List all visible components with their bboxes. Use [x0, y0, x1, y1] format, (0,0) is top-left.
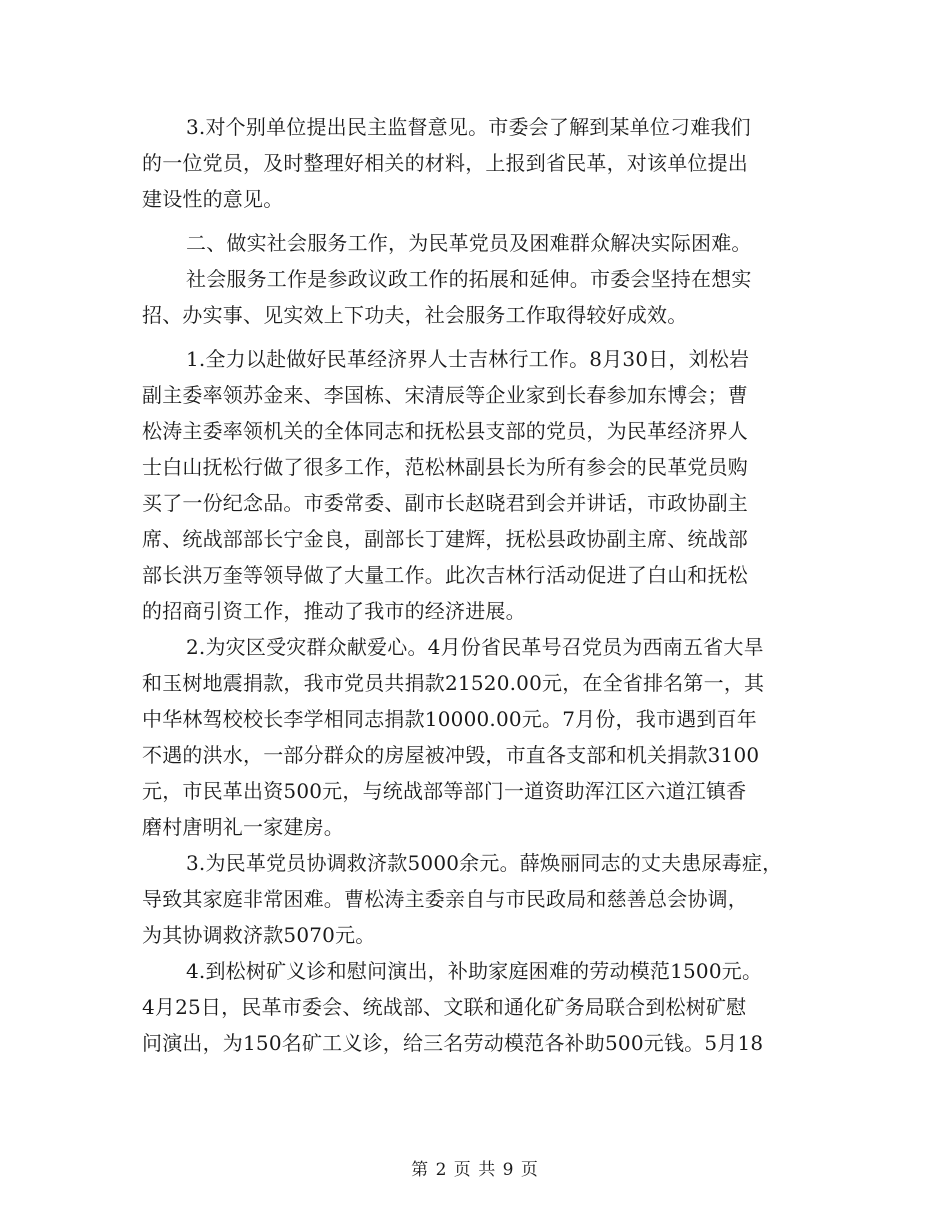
document-body: [142, 109, 817, 1061]
text-line: 1.全力以赴做好民革经济界人士吉林行工作。8月30日，刘松岩: [186, 347, 750, 371]
text-line: 4月25日，民革市委会、统战部、文联和通化矿务局联合到松树矿慰: [142, 995, 747, 1019]
text-line: 和玉树地震捐款，我市党员共捐款21520.00元，在全省排名第一，其: [142, 671, 765, 695]
text-line: 中华林驾校校长李学相同志捐款10000.00元。7月份，我市遇到百年: [142, 707, 757, 731]
text-line: 导致其家庭非常困难。曹松涛主委亲自与市民政局和慈善总会协调，: [142, 887, 748, 911]
text-line: 问演出，为150名矿工义诊，给三名劳动模范各补助500元钱。5月18: [142, 1031, 764, 1055]
text-line: 部长洪万奎等领导做了大量工作。此次吉林行活动促进了白山和抚松: [142, 563, 748, 587]
text-line: 的一位党员，及时整理好相关的材料，上报到省民革，对该单位提出: [142, 151, 748, 175]
text-line: 松涛主委率领机关的全体同志和抚松县支部的党员，为民革经济界人: [142, 419, 748, 443]
text-line: 不遇的洪水，一部分群众的房屋被冲毁，市直各支部和机关捐款3100: [142, 743, 760, 767]
text-line: 的招商引资工作，推动了我市的经济进展。: [142, 599, 526, 623]
section-heading: 二、做实社会服务工作，为民革党员及困难群众解决实际困难。: [186, 231, 752, 255]
text-line: 磨村唐明礼一家建房。: [142, 815, 344, 839]
text-line: 副主委率领苏金来、李国栋、宋清辰等企业家到长春参加东博会；曹: [142, 383, 748, 407]
text-line: 建设性的意见。: [142, 187, 284, 211]
page-number-footer: 第 2 页 共 9 页: [411, 1160, 539, 1180]
text-line: 买了一份纪念品。市委常委、副市长赵晓君到会并讲话，市政协副主: [142, 491, 748, 515]
text-line: 2.为灾区受灾群众献爱心。4月份省民革号召党员为西南五省大旱: [186, 635, 764, 659]
text-line: 元，市民革出资500元，与统战部等部门一道资助浑江区六道江镇香: [142, 779, 747, 803]
text-line: 社会服务工作是参政议政工作的拓展和延伸。市委会坚持在想实: [186, 267, 752, 291]
text-line: 3.为民革党员协调救济款5000余元。薛焕丽同志的丈夫患尿毒症，: [186, 851, 783, 875]
text-line: 4.到松树矿义诊和慰问演出，补助家庭困难的劳动模范1500元。: [186, 959, 763, 983]
text-line: 为其协调救济款5070元。: [142, 923, 376, 947]
text-line: 士白山抚松行做了很多工作，范松林副县长为所有参会的民革党员购: [142, 455, 748, 479]
text-line: 3.对个别单位提出民主监督意见。市委会了解到某单位刁难我们: [186, 115, 751, 139]
text-line: 席、统战部部长宁金良，副部长丁建辉，抚松县政协副主席、统战部: [142, 527, 748, 551]
text-line: 招、办实事、见实效上下功夫，社会服务工作取得较好成效。: [142, 303, 688, 327]
